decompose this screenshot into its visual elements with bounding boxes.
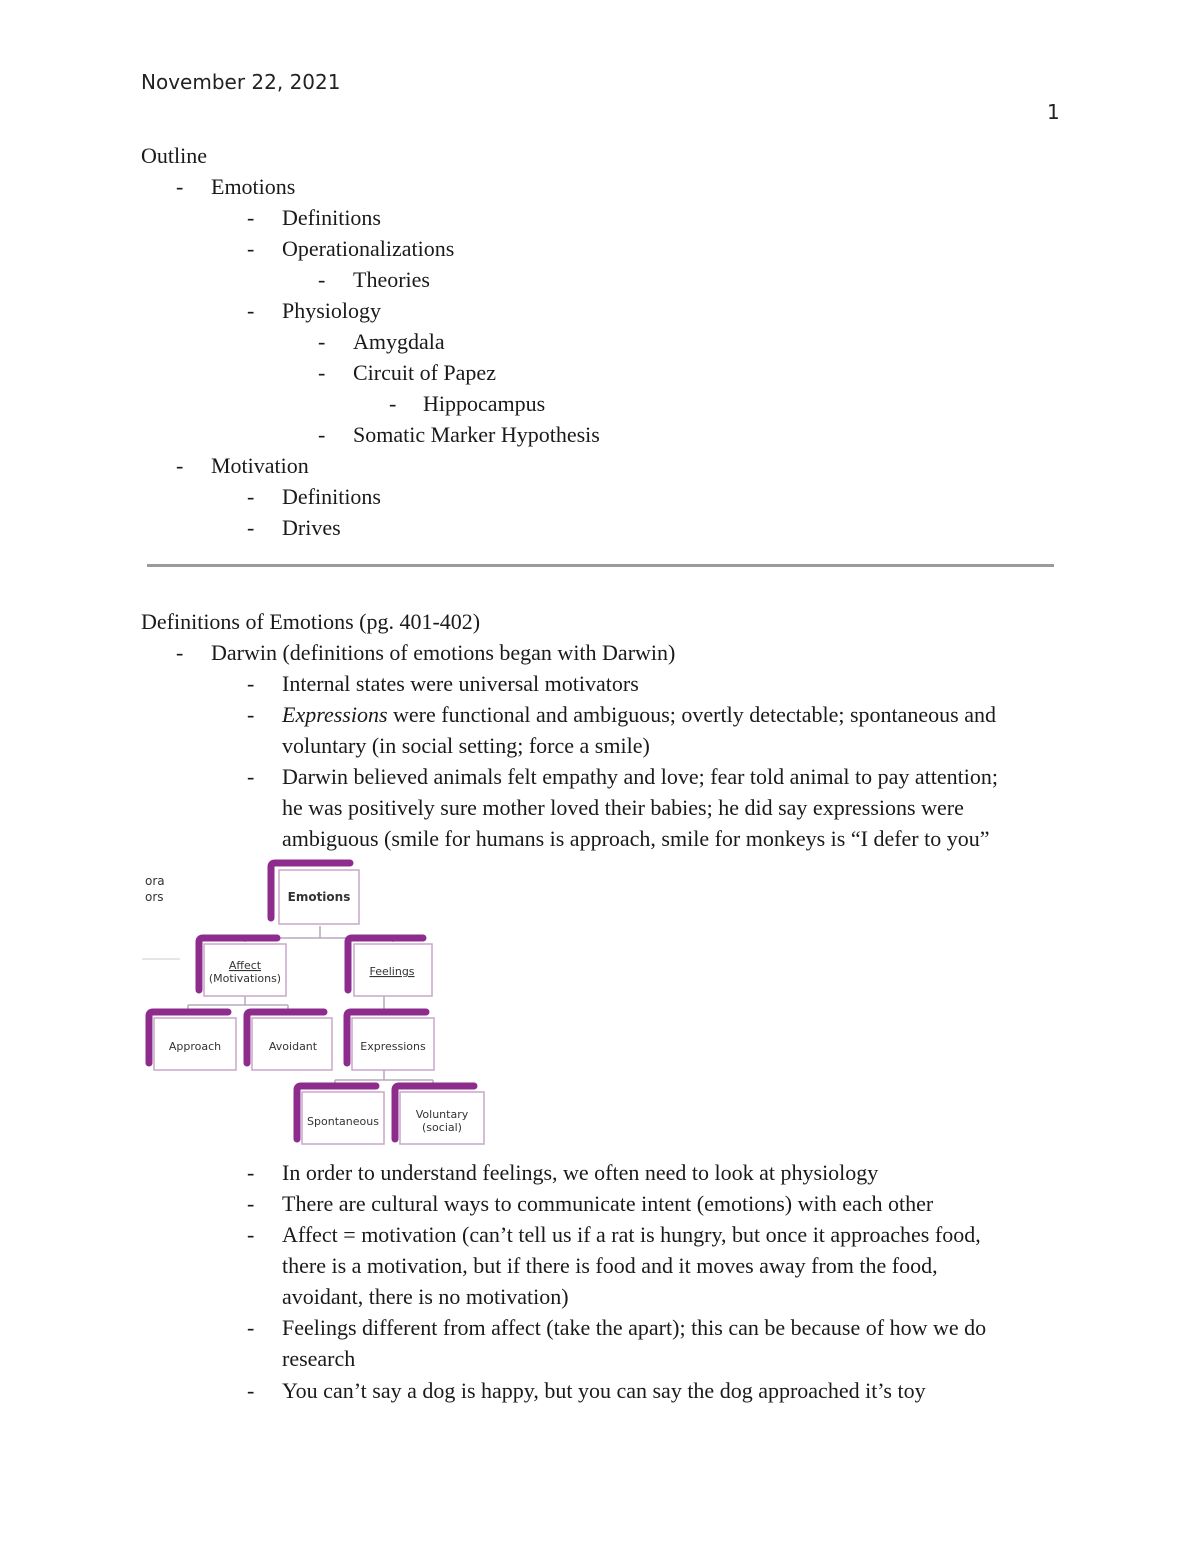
header-date: November 22, 2021 — [141, 70, 341, 94]
node-emotions-label: Emotions — [287, 890, 351, 904]
outline-item: Hippocampus — [423, 391, 546, 416]
bullet-dash: - — [247, 702, 255, 727]
darwin-bullet-2 — [282, 699, 996, 730]
bullet-dash: - — [389, 391, 397, 416]
darwin-bullet-2-cont: voluntary (in social setting; force a smile) — [282, 733, 650, 758]
bullet-dash: - — [318, 422, 326, 447]
node-affect-label: Affect — [228, 959, 262, 972]
outline-item: Theories — [353, 267, 430, 292]
cropped-label: ora — [145, 874, 165, 888]
node-voluntary — [395, 1086, 484, 1144]
node-voluntary-sublabel: (social) — [422, 1121, 462, 1134]
node-expressions — [347, 1012, 434, 1070]
node-affect — [199, 938, 286, 996]
darwin-bullet-2-text: were functional and ambiguous; overtly detectable; spontaneous and — [387, 702, 996, 727]
node-spontaneous — [297, 1086, 384, 1144]
bullet-dash: - — [318, 267, 326, 292]
bullet-dash: - — [247, 515, 255, 540]
outline-item: Drives — [282, 515, 341, 540]
node-expressions-label: Expressions — [360, 1040, 426, 1053]
emotions-hierarchy-diagram — [140, 858, 500, 1153]
node-voluntary-label: Voluntary — [415, 1108, 469, 1121]
darwin-bullet-3-cont: ambiguous (smile for humans is approach, smile for monkeys is “I defer to you” — [282, 826, 990, 851]
bullet-dash: - — [318, 360, 326, 385]
bullet-dash: - — [247, 1191, 255, 1216]
bullet-dash: - — [247, 671, 255, 696]
bullet-dash: - — [247, 1222, 255, 1247]
node-spontaneous-label: Spontaneous — [307, 1115, 379, 1128]
bullet-dash: - — [247, 764, 255, 789]
section-divider — [147, 564, 1054, 567]
node-avoidant-label: Avoidant — [268, 1040, 318, 1053]
bullet-dash: - — [247, 1378, 255, 1403]
node-feelings — [348, 938, 432, 996]
bullet-dash: - — [247, 1160, 255, 1185]
outline-item: Definitions — [282, 205, 381, 230]
cropped-label: ors — [145, 890, 164, 904]
node-feelings-label: Feelings — [369, 965, 415, 978]
outline-item: Definitions — [282, 484, 381, 509]
node-emotions — [271, 863, 359, 924]
node-avoidant — [247, 1012, 332, 1070]
outline-title: Outline — [141, 143, 207, 168]
outline-item: Motivation — [211, 453, 309, 478]
darwin-item: Darwin (definitions of emotions began with Darwin) — [211, 640, 676, 665]
section-heading: Definitions of Emotions (pg. 401-402) — [141, 609, 481, 634]
darwin-bullet-1: Internal states were universal motivators — [282, 671, 639, 696]
node-affect-sublabel: (Motivations) — [208, 972, 282, 985]
bullet-dash: - — [247, 484, 255, 509]
outline-item: Somatic Marker Hypothesis — [353, 422, 600, 447]
node-approach-label: Approach — [168, 1040, 222, 1053]
note-3-cont: avoidant, there is no motivation) — [282, 1284, 569, 1309]
expressions-emphasis: Expressions — [282, 702, 388, 727]
note-4: Feelings different from affect (take the apart); this can be because of how we do — [282, 1315, 987, 1340]
outline-item: Amygdala — [353, 329, 445, 354]
note-1: In order to understand feelings, we often need to look at physiology — [282, 1160, 879, 1185]
outline-item: Physiology — [282, 298, 382, 323]
bullet-dash: - — [247, 298, 255, 323]
outline-item: Emotions — [211, 174, 296, 199]
outline-item: Circuit of Papez — [353, 360, 496, 385]
bullet-dash: - — [176, 174, 184, 199]
note-2: There are cultural ways to communicate intent (emotions) with each other — [282, 1191, 934, 1216]
bullet-dash: - — [247, 205, 255, 230]
node-approach — [149, 1012, 236, 1070]
page-number: 1 — [1047, 100, 1060, 124]
darwin-bullet-3-cont: he was positively sure mother loved their babies; he did say expressions were — [282, 795, 964, 820]
bullet-dash: - — [176, 640, 184, 665]
bullet-dash: - — [318, 329, 326, 354]
outline-item: Operationalizations — [282, 236, 455, 261]
note-5: You can’t say a dog is happy, but you can say the dog approached it’s toy — [282, 1378, 926, 1403]
bullet-dash: - — [176, 453, 184, 478]
bullet-dash: - — [247, 1315, 255, 1340]
note-3: Affect = motivation (can’t tell us if a rat is hungry, but once it approaches food, — [282, 1222, 981, 1247]
darwin-bullet-3: Darwin believed animals felt empathy and love; fear told animal to pay attention; — [282, 764, 998, 789]
bullet-dash: - — [247, 236, 255, 261]
note-3-cont: there is a motivation, but if there is food and it moves away from the food, — [282, 1253, 938, 1278]
note-4-cont: research — [282, 1346, 356, 1371]
